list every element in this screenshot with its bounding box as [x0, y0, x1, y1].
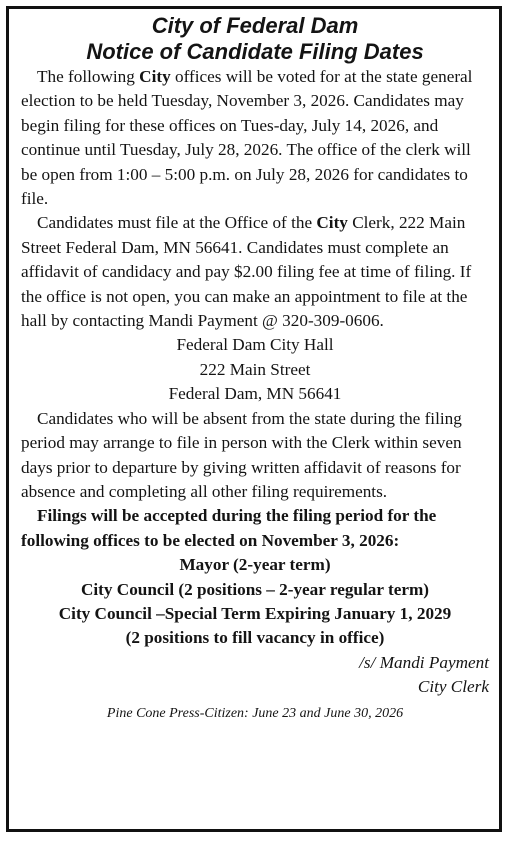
filing-paragraph-body: Clerk, 222 Main Street Federal Dam, MN 56641. Candidates must complete an affidavit of candidacy and pay $2.00 filing fee at time of filing. If the office is not open, you can make an appointment to file at the hall by contacting Mandi Payment @ 320-309-0606. — [21, 213, 472, 331]
city-emphasis: City — [139, 67, 171, 86]
absence-paragraph: Candidates who will be absent from the state during the filing period may arrange to file in person with the Clerk within seven days prior to departure by giving written affidavit of reasons for absence and completing all other filing requirements. — [21, 408, 462, 501]
election-paragraph-body: offices will be voted for at the state general election to be held Tuesday, November 3, 2026. Candidates may begin filing for these offices on Tues-day, July 14, 2026, and continue until Tuesday, July 28, 2026. The office of the clerk will be open from 1:00 – 5:00 p.m. on July 28, 2026 for candidates to file. — [21, 67, 473, 209]
office-item-mayor: Mayor (2-year term) — [179, 555, 331, 575]
publication-line: Pine Cone Press-Citizen: June 23 and June 30, 2026 — [106, 705, 404, 721]
offices-list — [21, 553, 489, 651]
legal-notice — [6, 6, 502, 832]
election-paragraph-lead: The following — [37, 67, 140, 86]
address-line-city: Federal Dam, MN 56641 — [168, 384, 342, 404]
filing-paragraph — [21, 211, 489, 333]
office-item-council-special: City Council –Special Term Expiring January 1, 2029 — [58, 603, 452, 623]
office-item-council-special-note: (2 positions to fill vacancy in office) — [125, 628, 385, 648]
offices-intro-paragraph: Filings will be accepted during the filing period for the following offices to be elected on November 3, 2026: — [21, 506, 437, 550]
city-emphasis: City — [316, 213, 348, 233]
notice-title-subject: Notice of Candidate Filing Dates — [86, 39, 424, 64]
notice-title-city: City of Federal Dam — [151, 13, 359, 38]
clerk-signature: /s/ Mandi Payment — [359, 652, 489, 672]
city-hall-address — [21, 333, 489, 406]
filing-paragraph-lead: Candidates must file at the Office of the — [37, 213, 317, 233]
address-line-name: Federal Dam City Hall — [176, 335, 334, 355]
election-paragraph — [21, 65, 489, 211]
address-line-street: 222 Main Street — [199, 359, 311, 379]
clerk-title: City Clerk — [417, 677, 489, 697]
office-item-council-regular: City Council (2 positions – 2-year regular term) — [80, 579, 429, 599]
